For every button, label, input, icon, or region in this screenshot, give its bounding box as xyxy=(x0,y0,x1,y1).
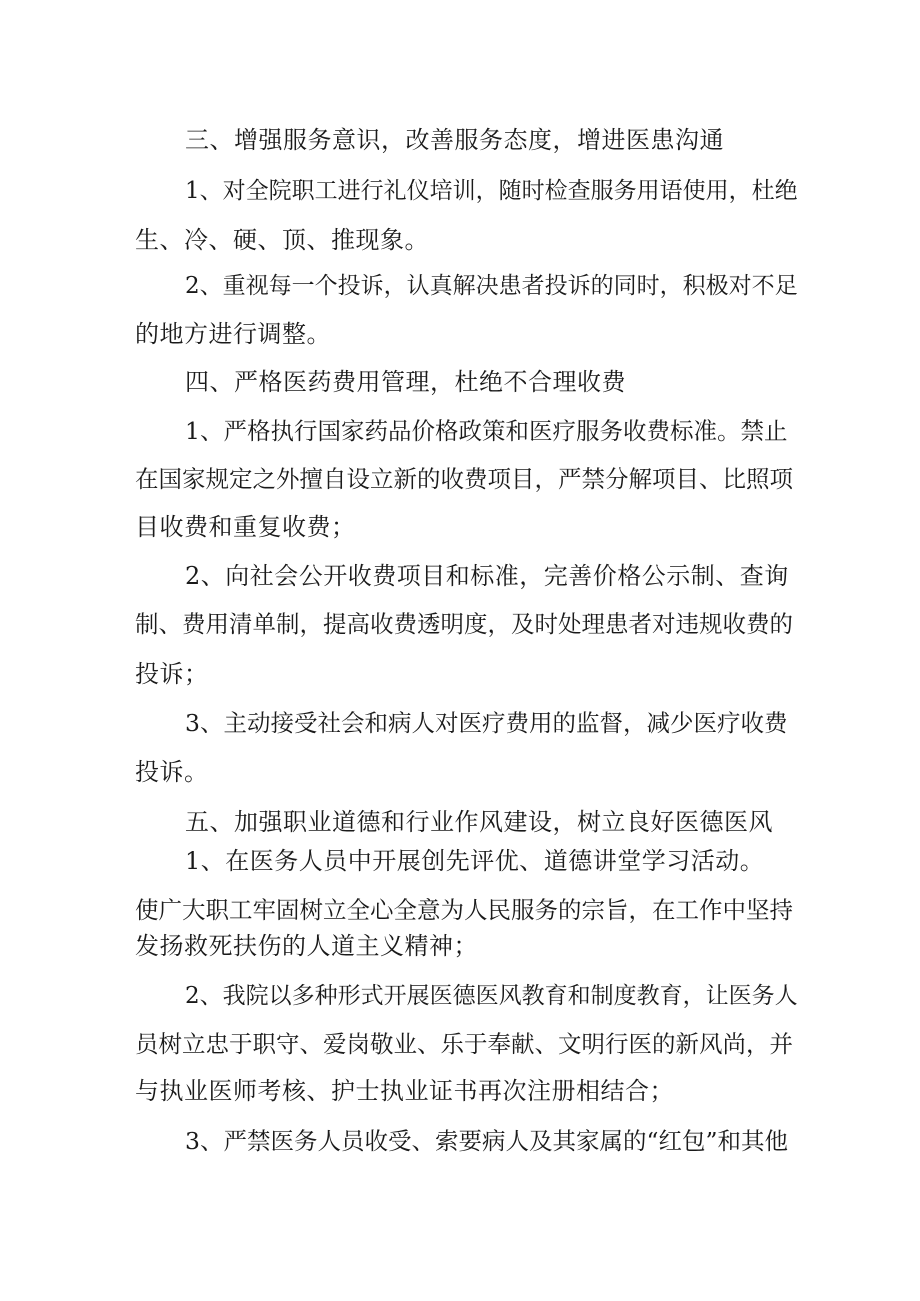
heading-section-4: 四、严格医药费用管理，杜绝不合理收费 xyxy=(185,368,626,396)
paragraph-line: 的地方进行调整。 xyxy=(135,320,331,348)
paragraph-line: 生、冷、硬、顶、推现象。 xyxy=(135,226,429,254)
paragraph-line: 制、费用清单制，提高收费透明度，及时处理患者对违规收费的 xyxy=(135,610,793,638)
paragraph-line: 在国家规定之外擅自设立新的收费项目，严禁分解项目、比照项 xyxy=(135,465,793,493)
paragraph-line: 2、我院以多种形式开展医德医风教育和制度教育，让医务人 xyxy=(185,983,798,1009)
heading-section-5: 五、加强职业道德和行业作风建设，树立良好医德医风 xyxy=(185,808,773,836)
paragraph-line: 1、严格执行国家药品价格政策和医疗服务收费标准。禁止 xyxy=(185,417,788,445)
paragraph-line: 2、向社会公开收费项目和标准，完善价格公示制、查询 xyxy=(185,562,789,590)
paragraph-line: 投诉； xyxy=(135,660,209,688)
paragraph-line: 2、重视每一个投诉，认真解决患者投诉的同时，积极对不足 xyxy=(185,273,798,299)
paragraph-line: 1、对全院职工进行礼仪培训，随时检查服务用语使用，杜绝 xyxy=(185,178,798,204)
paragraph-line: 1、在医务人员中开展创先评优、道德讲堂学习活动。 xyxy=(185,847,765,875)
paragraph-line: 3、主动接受社会和病人对医疗费用的监督，减少医疗收费 xyxy=(185,709,788,737)
paragraph-line: 使广大职工牢固树立全心全意为人民服务的宗旨，在工作中坚持 xyxy=(135,896,793,924)
paragraph-line: 员树立忠于职守、爱岗敬业、乐于奉献、文明行医的新风尚，并 xyxy=(135,1030,793,1058)
heading-section-3: 三、增强服务意识，改善服务态度，增进医患沟通 xyxy=(185,126,724,154)
paragraph-line: 与执业医师考核、护士执业证书再次注册相结合； xyxy=(135,1077,674,1105)
paragraph-line: 发扬救死扶伤的人道主义精神； xyxy=(135,932,478,960)
paragraph-line: 目收费和重复收费； xyxy=(135,513,356,541)
paragraph-line: 投诉。 xyxy=(135,758,209,786)
paragraph-line: 3、严禁医务人员收受、索要病人及其家属的“红包”和其他 xyxy=(185,1127,788,1155)
